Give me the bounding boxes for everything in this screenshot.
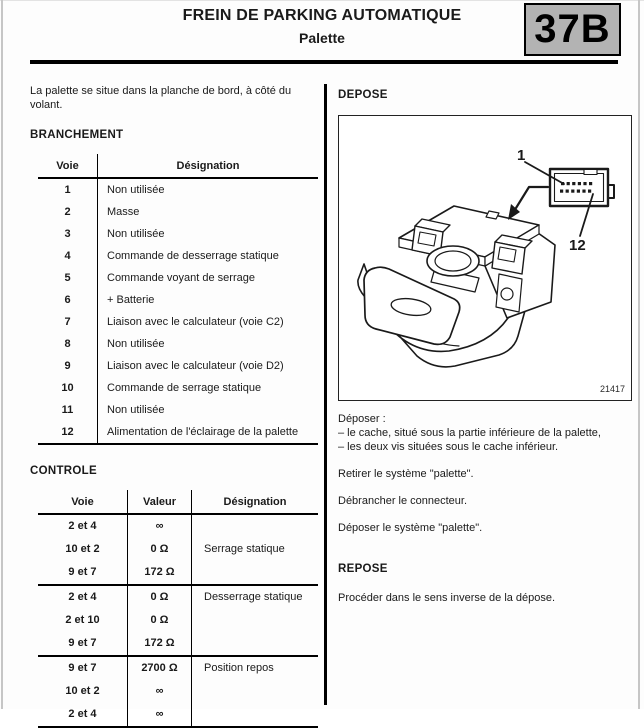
depose-intro: Déposer : [338, 413, 386, 425]
designation-cell: Non utilisée [107, 338, 165, 350]
voie-cell: 10 [38, 377, 98, 399]
table-row [38, 223, 318, 245]
voie-cell: 3 [38, 223, 98, 245]
designation-cell: Desserrage statique [204, 591, 303, 603]
section-code-badge: 37B [524, 3, 621, 56]
repose-heading: REPOSE [338, 563, 388, 575]
depose-heading: DEPOSE [338, 89, 388, 101]
voie-cell: 8 [38, 333, 98, 355]
voie-cell: 11 [38, 399, 98, 421]
controle-heading: CONTROLE [30, 465, 97, 477]
designation-cell [192, 703, 318, 726]
voie-cell: 10 et 2 [38, 680, 128, 703]
intro-text: La palette se situe dans la planche de bord, à côté du volant. [30, 85, 292, 111]
left-column [30, 65, 320, 728]
palette-barrel-drawing [427, 246, 479, 292]
table-row [38, 267, 318, 289]
para-deposer: Déposer le système "palette". [338, 522, 483, 534]
page-subtitle: Palette [299, 30, 345, 46]
voie-cell: 2 et 10 [38, 609, 128, 632]
voie-cell: 4 [38, 245, 98, 267]
depose-item: – les deux vis situées sous le cache inférieur. [338, 441, 559, 453]
figure-label-1: 1 [517, 147, 526, 164]
depose-item: – le cache, situé sous la partie inférieure de la palette, [338, 427, 601, 439]
page-right-edge [638, 0, 640, 709]
designation-cell [192, 632, 318, 655]
header-rule [30, 60, 618, 64]
valeur-cell: 2700 Ω [128, 657, 192, 680]
page-title: FREIN DE PARKING AUTOMATIQUE [182, 7, 462, 24]
controle-group-desserrage [38, 586, 318, 657]
designation-cell [192, 680, 318, 703]
figure-label-12: 12 [569, 237, 586, 254]
table-row [38, 179, 318, 201]
table-row [38, 586, 318, 609]
para-debrancher: Débrancher le connecteur. [338, 495, 468, 507]
table-row [38, 632, 318, 655]
valeur-cell: ∞ [128, 680, 192, 703]
designation-cell [192, 609, 318, 632]
valeur-cell: ∞ [128, 515, 192, 538]
table-row [38, 377, 318, 399]
valeur-cell: ∞ [128, 703, 192, 726]
voie-cell: 2 [38, 201, 98, 223]
figure-number: 21417 [599, 384, 625, 394]
designation-cell: Commande de desserrage statique [107, 250, 279, 262]
page-left-edge [1, 0, 3, 709]
branchement-table [38, 154, 318, 445]
voie-cell: 5 [38, 267, 98, 289]
table-row [38, 703, 318, 726]
para-retirer: Retirer le système "palette". [338, 468, 474, 480]
controle-group-repos [38, 657, 318, 728]
voie-cell: 2 et 4 [38, 703, 128, 726]
designation-cell: Masse [107, 206, 140, 218]
voie-cell: 9 et 7 [38, 561, 128, 584]
table-row [38, 561, 318, 584]
voie-cell: 7 [38, 311, 98, 333]
page-top-edge [0, 0, 644, 1]
voie-cell: 9 [38, 355, 98, 377]
designation-cell: Non utilisée [107, 184, 165, 196]
table-row [38, 245, 318, 267]
designation-cell: Position repos [204, 662, 274, 674]
branchement-table-header [38, 154, 318, 179]
designation-cell: Commande voyant de serrage [107, 272, 255, 284]
voie-cell: 9 et 7 [38, 657, 128, 680]
col-header-voie: Voie [38, 154, 98, 177]
table-row [38, 421, 318, 443]
voie-cell: 9 et 7 [38, 632, 128, 655]
designation-cell: Liaison avec le calculateur (voie C2) [107, 316, 284, 328]
voie-cell: 2 et 4 [38, 515, 128, 538]
table-row [38, 538, 318, 561]
col-header-valeur: Valeur [128, 490, 192, 513]
table-row [38, 399, 318, 421]
controle-table-header [38, 490, 318, 515]
right-column [338, 65, 632, 605]
designation-cell [192, 561, 318, 584]
connector-drawing [550, 169, 614, 206]
voie-cell: 6 [38, 289, 98, 311]
palette-diagram [339, 116, 631, 400]
col-header-voie: Voie [38, 490, 128, 513]
valeur-cell: 0 Ω [128, 609, 192, 632]
designation-cell: Serrage statique [204, 543, 285, 555]
voie-cell: 1 [38, 179, 98, 201]
designation-cell: Liaison avec le calculateur (voie D2) [107, 360, 284, 372]
designation-cell: Non utilisée [107, 404, 165, 416]
valeur-cell: 0 Ω [128, 538, 192, 561]
table-row [38, 609, 318, 632]
designation-cell: Commande de serrage statique [107, 382, 262, 394]
branchement-heading: BRANCHEMENT [30, 129, 124, 141]
repose-text: Procéder dans le sens inverse de la dépose. [338, 592, 556, 604]
designation-cell: + Batterie [107, 294, 155, 306]
valeur-cell: 0 Ω [128, 586, 192, 609]
table-row [38, 201, 318, 223]
voie-cell: 12 [38, 421, 98, 443]
controle-group-serrage [38, 515, 318, 586]
voie-cell: 2 et 4 [38, 586, 128, 609]
table-row [38, 311, 318, 333]
col-header-designation: Désignation [223, 496, 287, 508]
table-row [38, 289, 318, 311]
table-row [38, 355, 318, 377]
designation-cell: Non utilisée [107, 228, 165, 240]
voie-cell: 10 et 2 [38, 538, 128, 561]
designation-cell [192, 515, 318, 538]
table-row [38, 333, 318, 355]
column-divider [324, 84, 327, 705]
designation-cell: Alimentation de l'éclairage de la palette [107, 426, 299, 438]
col-header-designation: Désignation [176, 160, 240, 172]
table-row [38, 680, 318, 703]
table-row [38, 515, 318, 538]
arrow-icon [508, 187, 548, 220]
controle-table [38, 490, 318, 728]
palette-figure [338, 115, 632, 401]
valeur-cell: 172 Ω [128, 561, 192, 584]
valeur-cell: 172 Ω [128, 632, 192, 655]
table-row [38, 657, 318, 680]
